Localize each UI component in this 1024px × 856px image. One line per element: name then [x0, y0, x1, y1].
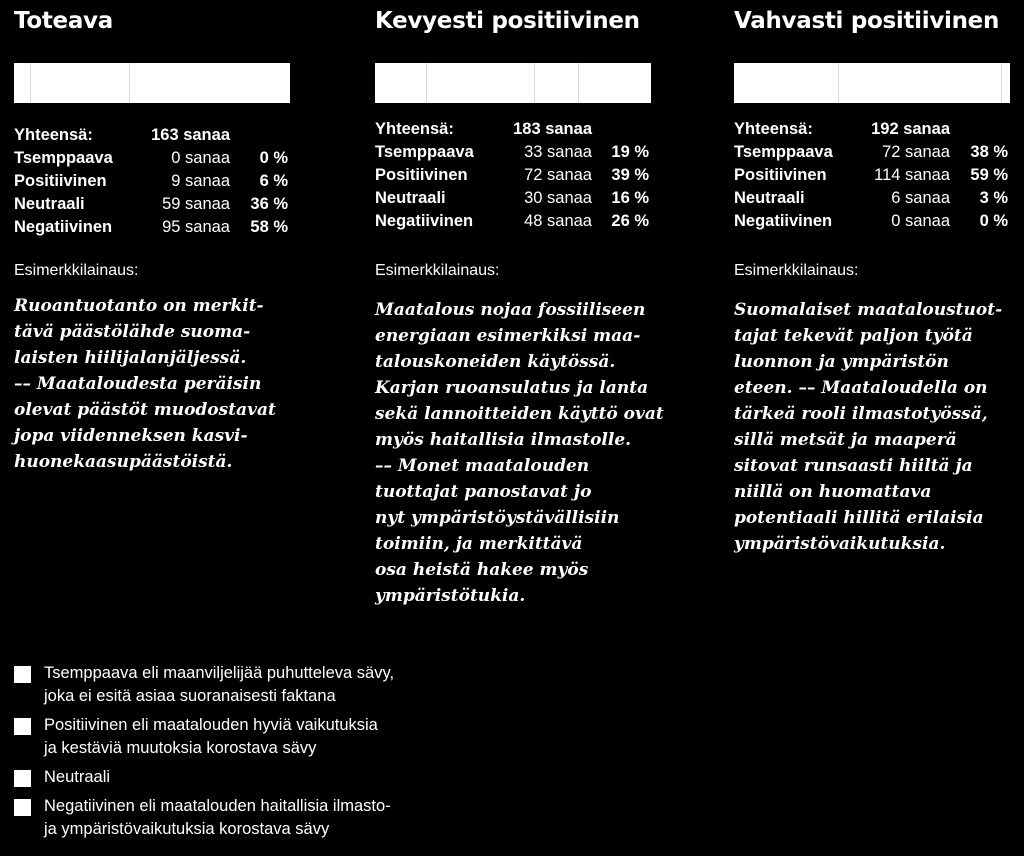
quote-line: myös haitallisia ilmastolle.	[375, 430, 632, 450]
quote-line: ympäristövaikutuksia.	[734, 534, 946, 554]
total-value: 163 sanaa	[151, 126, 230, 144]
stacked-bar	[734, 63, 1010, 103]
stats-percent: 0 %	[259, 149, 288, 167]
bar-segment-tsemppaava	[734, 63, 839, 103]
legend-item-tsemppaava	[14, 662, 394, 708]
stacked-bar	[14, 63, 290, 103]
total-label: Yhteensä:	[14, 126, 93, 144]
stats-percent: 6 %	[259, 172, 288, 190]
stats-label: Tsemppaava	[734, 143, 833, 161]
legend-swatch	[14, 718, 31, 735]
quote-line: niillä on huomattava	[734, 482, 932, 502]
quote-line: laisten hiilijalanjäljessä.	[14, 348, 247, 368]
bar-segment-negatiivinen	[130, 63, 290, 103]
example-quote	[14, 293, 276, 475]
stats-label: Positiivinen	[734, 166, 827, 184]
bar-segment-tsemppaava	[375, 63, 427, 103]
quote-line: –– Maataloudesta peräisin	[14, 374, 262, 394]
quote-line: potentiaali hillitä erilaisia	[734, 508, 984, 528]
quote-line: sekä lannoitteiden käyttö ovat	[375, 404, 664, 424]
quote-line: jopa viidenneksen kasvi-	[14, 426, 248, 446]
stats-label: Positiivinen	[375, 166, 468, 184]
quote-line: ympäristötukia.	[375, 586, 526, 606]
stats-count: 48 sanaa	[524, 212, 592, 230]
stats-percent: 0 %	[979, 212, 1008, 230]
stats-count: 33 sanaa	[524, 143, 592, 161]
stats-percent: 19 %	[611, 143, 649, 161]
stats-percent: 59 %	[970, 166, 1008, 184]
example-label: Esimerkkilainaus:	[375, 262, 500, 279]
stats-count: 95 sanaa	[162, 218, 230, 236]
legend-text: ja kestäviä muutoksia korostava sävy	[44, 739, 317, 757]
quote-line: Karjan ruoansulatus ja lanta	[375, 378, 649, 398]
quote-line: tävä päästölähde suoma-	[14, 322, 251, 342]
example-label: Esimerkkilainaus:	[14, 262, 139, 279]
stats-percent: 38 %	[970, 143, 1008, 161]
stats-label: Negatiivinen	[375, 212, 474, 230]
quote-line: Maatalous nojaa fossiiliseen	[375, 300, 646, 320]
stats-count: 72 sanaa	[882, 143, 950, 161]
legend-swatch	[14, 770, 31, 787]
stacked-bar	[375, 63, 651, 103]
legend-item-positiivinen	[14, 714, 394, 760]
bar-segment-positiivinen	[14, 63, 31, 103]
legend	[14, 662, 394, 847]
legend-swatch	[14, 666, 31, 683]
quote-line: nyt ympäristöystävällisiin	[375, 508, 620, 528]
legend-text: joka ei esitä asiaa suoranaisesti faktana	[44, 687, 336, 705]
stats-count: 114 sanaa	[874, 166, 950, 184]
bar-segment-negatiivinen	[579, 63, 651, 103]
column-title: Kevyesti positiivinen	[375, 8, 640, 34]
example-quote	[734, 297, 1002, 557]
legend-item-negatiivinen	[14, 795, 394, 841]
stats-label: Neutraali	[375, 189, 446, 207]
example-label: Esimerkkilainaus:	[734, 262, 859, 279]
bar-segment-neutraali	[31, 63, 130, 103]
column-title: Toteava	[14, 8, 113, 34]
stats-label: Neutraali	[14, 195, 85, 213]
total-value: 183 sanaa	[513, 120, 592, 138]
column-title: Vahvasti positiivinen	[734, 8, 1000, 34]
stats-count: 6 sanaa	[891, 189, 950, 207]
stats-label: Tsemppaava	[375, 143, 474, 161]
stats-percent: 16 %	[611, 189, 649, 207]
stats-label: Tsemppaava	[14, 149, 113, 167]
quote-line: eteen. –– Maataloudella on	[734, 378, 988, 398]
legend-swatch	[14, 799, 31, 816]
legend-text: ja ympäristövaikutuksia korostava sävy	[44, 820, 330, 838]
total-value: 192 sanaa	[871, 120, 950, 138]
quote-line: huonekaasupäästöistä.	[14, 452, 233, 472]
stats-label: Negatiivinen	[14, 218, 113, 236]
legend-text: Negatiivinen eli maatalouden haitallisia ilmasto-	[44, 797, 391, 815]
quote-line: tuottajat panostavat jo	[375, 482, 592, 502]
quote-line: osa heistä hakee myös	[375, 560, 589, 580]
stats-count: 0 sanaa	[171, 149, 230, 167]
stats-percent: 36 %	[250, 195, 288, 213]
quote-line: toimiin, ja merkittävä	[375, 534, 583, 554]
stats-label: Positiivinen	[14, 172, 107, 190]
legend-text: Neutraali	[44, 768, 111, 786]
stats-percent: 26 %	[611, 212, 649, 230]
stats-count: 0 sanaa	[891, 212, 950, 230]
bar-segment-positiivinen	[839, 63, 1002, 103]
stats-count: 72 sanaa	[524, 166, 592, 184]
quote-line: Suomalaiset maataloustuot-	[734, 300, 1003, 320]
quote-line: tärkeä rooli ilmastotyössä,	[734, 404, 988, 424]
quote-line: sitovat runsaasti hiiltä ja	[734, 456, 973, 476]
stats-percent: 39 %	[611, 166, 649, 184]
bar-segment-neutraali	[1002, 63, 1010, 103]
legend-text: Tsemppaava eli maanviljelijää puhutteleva sävy,	[44, 664, 395, 682]
quote-line: energiaan esimerkiksi maa-	[375, 326, 641, 346]
legend-item-neutraali	[14, 766, 394, 789]
quote-line: sillä metsät ja maaperä	[734, 430, 957, 450]
stats-percent: 3 %	[979, 189, 1008, 207]
total-label: Yhteensä:	[734, 120, 813, 138]
bar-segment-positiivinen	[427, 63, 535, 103]
stats-count: 30 sanaa	[524, 189, 592, 207]
quote-line: –– Monet maatalouden	[375, 456, 590, 476]
bar-segment-neutraali	[535, 63, 579, 103]
quote-line: Ruoantuotanto on merkit-	[14, 296, 264, 316]
quote-line: olevat päästöt muodostavat	[14, 400, 276, 420]
stats-label: Neutraali	[734, 189, 805, 207]
legend-text: Positiivinen eli maatalouden hyviä vaikutuksia	[44, 716, 378, 734]
stats-count: 59 sanaa	[162, 195, 230, 213]
stats-label: Negatiivinen	[734, 212, 833, 230]
quote-line: tajat tekevät paljon työtä	[734, 326, 973, 346]
stats-percent: 58 %	[250, 218, 288, 236]
total-label: Yhteensä:	[375, 120, 454, 138]
example-quote	[375, 297, 664, 609]
quote-line: talouskoneiden käytössä.	[375, 352, 616, 372]
quote-line: luonnon ja ympäristön	[734, 352, 949, 372]
stats-count: 9 sanaa	[171, 172, 230, 190]
